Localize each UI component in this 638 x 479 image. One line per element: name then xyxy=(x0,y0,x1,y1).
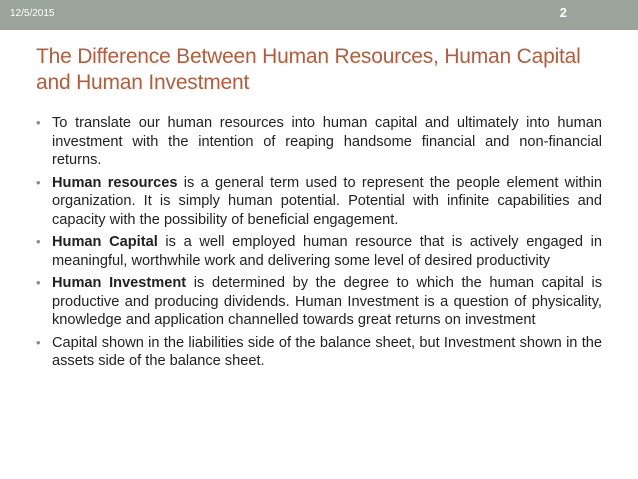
header-bar xyxy=(0,0,638,30)
bullet-item xyxy=(36,174,602,230)
bullet-text: Capital shown in the liabilities side of the balance sheet, but Investment shown in the assets side of the balance sheet. xyxy=(52,334,602,369)
bullet-list xyxy=(36,114,602,375)
bullet-dot-icon: • xyxy=(36,275,41,290)
bullet-text: To translate our human resources into human capital and ultimately into human investment with the intention of reaping handsome financial and non-financial returns. xyxy=(52,115,602,168)
bullet-text: is determined by the degree to which the human capital is productive and producing dividends. Human Investment is a question of physicality, knowledge and application channelled towards great returns on investment xyxy=(52,275,602,328)
bullet-item xyxy=(36,233,602,270)
slide-page-number: 2 xyxy=(559,5,567,20)
bullet-dot-icon: • xyxy=(36,334,41,350)
bullet-dot-icon: • xyxy=(36,115,41,130)
bullet-dot-icon: • xyxy=(36,174,41,190)
bullet-text: is a general term used to represent the people element within organization. It is simply human potential. Potential with infinite capabilities and capacity with the possibility of beneficial engagement. xyxy=(52,174,602,228)
bullet-text: is a well employed human resource that is actively engaged in meaningful, worthwhile work and delivering some level of desired productivity xyxy=(52,234,603,269)
bullet-term: Human resources xyxy=(52,174,178,191)
bullet-term: Human Investment xyxy=(52,275,187,291)
slide-title: The Difference Between Human Resources, Human Capital and Human Investment xyxy=(36,45,581,94)
bullet-dot-icon: • xyxy=(36,234,41,249)
bullet-term: Human Capital xyxy=(52,234,158,250)
bullet-item xyxy=(36,334,602,371)
bullet-item xyxy=(36,114,602,170)
slide-date: 12/5/2015 xyxy=(10,8,55,19)
bullet-item xyxy=(36,274,602,330)
